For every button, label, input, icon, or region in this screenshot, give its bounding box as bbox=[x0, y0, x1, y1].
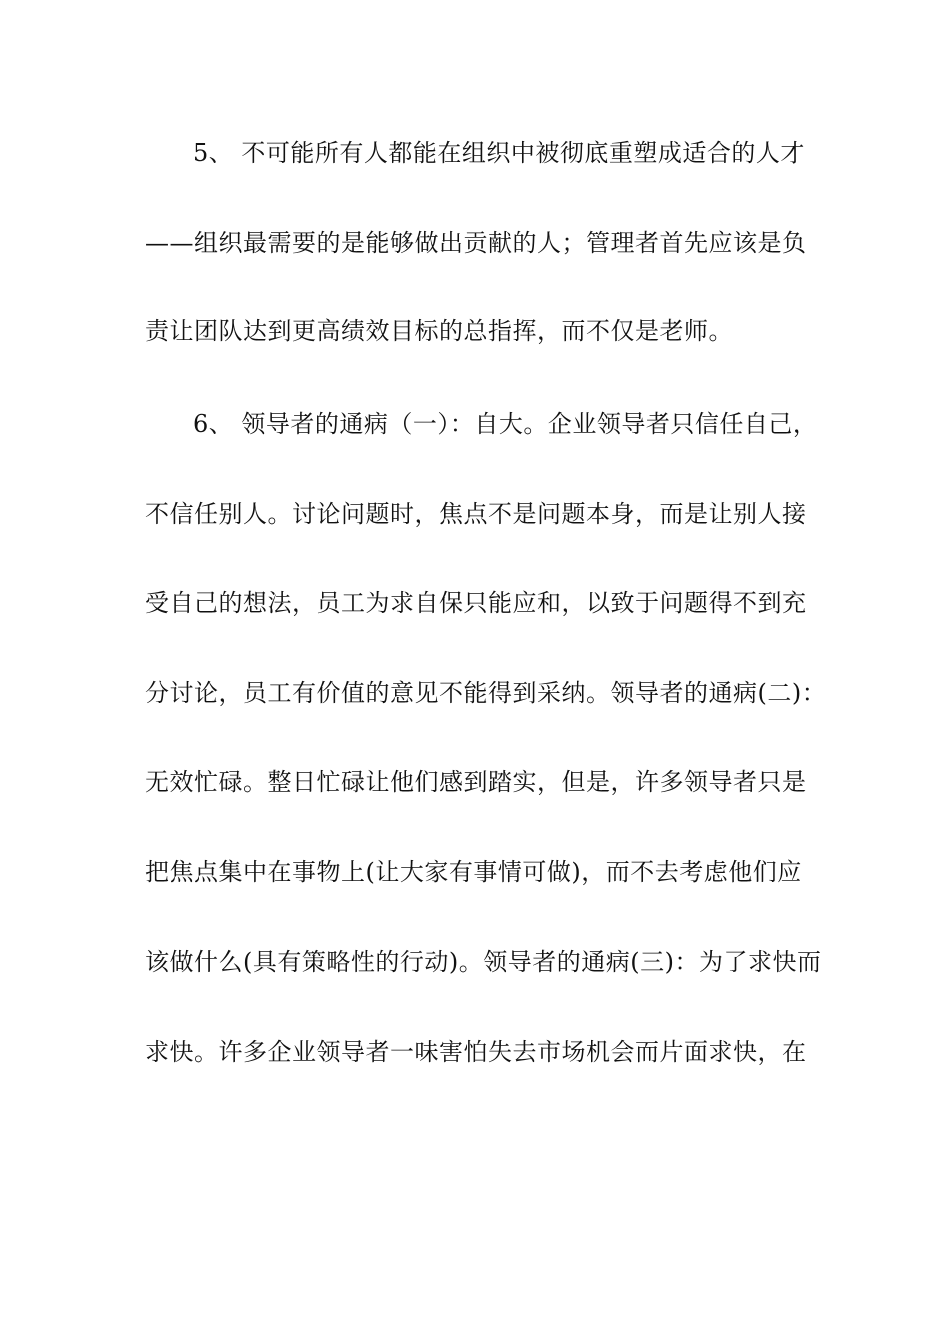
paragraph-6-line-5: 无效忙碌。整日忙碌让他们感到踏实，但是，许多领导者只是 bbox=[145, 768, 807, 796]
paragraph-6-line-1: 6、 领导者的通病（一）：自大。企业领导者只信任自己， bbox=[193, 410, 818, 438]
paragraph-6-line-3: 受自己的想法，员工为求自保只能应和，以致于问题得不到充 bbox=[145, 589, 807, 617]
paragraph-5-line-1: 5、 不可能所有人都能在组织中被彻底重塑成适合的人才 bbox=[193, 139, 805, 167]
paragraph-6-line-2: 不信任别人。讨论问题时，焦点不是问题本身，而是让别人接 bbox=[145, 500, 807, 528]
paragraph-6-line-4: 分讨论，员工有价值的意见不能得到采纳。领导者的通病(二)： bbox=[145, 679, 827, 707]
paragraph-5-line-2: ——组织最需要的是能够做出贡献的人；管理者首先应该是负 bbox=[145, 229, 807, 257]
paragraph-6-line-6: 把焦点集中在事物上(让大家有事情可做)，而不去考虑他们应 bbox=[145, 858, 802, 886]
paragraph-6-line-7: 该做什么(具有策略性的行动)。领导者的通病(三)：为了求快而 bbox=[145, 948, 822, 976]
paragraph-5-line-3: 责让团队达到更高绩效目标的总指挥，而不仅是老师。 bbox=[145, 317, 733, 345]
paragraph-6-line-8: 求快。许多企业领导者一味害怕失去市场机会而片面求快，在 bbox=[145, 1038, 807, 1066]
